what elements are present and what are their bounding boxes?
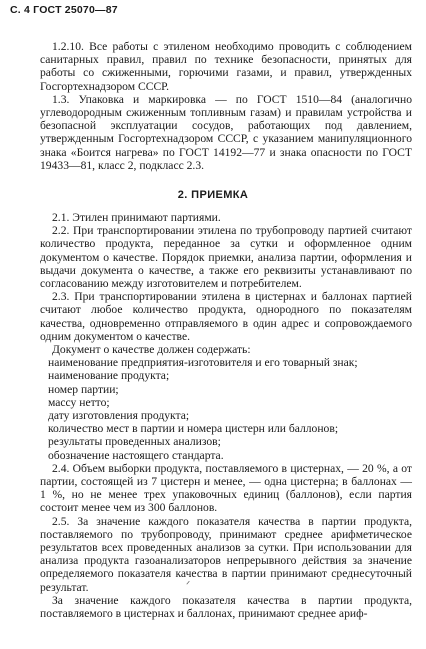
paragraph-1-2-10: 1.2.10. Все работы с этиленом необходимо проводить с соблюдением санитарных правил, правил по технике безопасности, принятых для работы со сжиженными, горючими газами, и правил, утвержденных Госгортехнадзором СССР. bbox=[40, 40, 412, 93]
list-item: массу нетто; bbox=[48, 395, 110, 409]
paragraph-2-4: 2.4. Объем выборки продукта, поставляемого в цистернах, — 20 %, а от партии, состоящей из 7 цистерн и менее, — одна цистерна; в баллонах — 1 %, но не менее трех упаковочных единиц (баллонов), если партия состоит менее чем из 300 баллонов. bbox=[40, 461, 412, 515]
paragraph-1-3: 1.3. Упаковка и маркировка — по ГОСТ 1510—84 (аналогично углеводородным сжиженным топливным газам) и правилам устройства и безопасной эксплуатации сосудов, работающих под давлением, утвержденным Госгортехнадзором СССР, с указанием манипуляционного знака «Боится нагрева» по ГОСТ 14192—77 и знака опасности по ГОСТ 19433—81, класс 2, подкласс 2.3. bbox=[40, 92, 412, 172]
paragraph-2-5-continued: За значение каждого показателя качества в партии продукта, поставляемого в цистернах и баллонах, принимают среднее ариф- bbox=[40, 593, 412, 621]
list-item: результаты проведенных анализов; bbox=[48, 435, 221, 449]
paragraph-2-1: 2.1. Этилен принимают партиями. bbox=[52, 211, 221, 224]
paragraph-2-2: 2.2. При транспортировании этилена по трубопроводу партией считают количество продукта, переданное за сутки и оформленное одним документом о качестве. Порядок приемки, анализа партии, оформления и выдачи документа о качестве, а также его реквизиты устанавливают по согласованию между изготовителем и потребителем. bbox=[40, 224, 412, 291]
list-item: наименование предприятия-изготовителя и его товарный знак; bbox=[48, 356, 358, 370]
page-header: С. 4 ГОСТ 25070—87 bbox=[10, 4, 118, 16]
text-block-2 bbox=[40, 211, 412, 620]
paragraph-2-3: 2.3. При транспортировании этилена в цистернах и баллонах партией считают любое количество продукта, однородного по показателям качества, одновременно отправляемого в один адрес и сопровождаемого одним документом о качестве. bbox=[40, 290, 412, 343]
list-item: обозначение настоящего стандарта. bbox=[48, 448, 224, 462]
doc-intro: Документ о качестве должен содержать: bbox=[52, 343, 251, 357]
list-item: дату изготовления продукта; bbox=[48, 409, 190, 423]
list-item: количество мест в партии и номера цистерн или баллонов; bbox=[48, 422, 339, 436]
paragraph-2-5: 2.5. За значение каждого показателя качества в партии продукта, поставляемого по трубопроводу, принимают среднее арифметическое результатов всех проведенных анализов за сутки. При использовании для анализа продукта газоанализаторов непрерывного действия за значение определяемого показателя качества в партии принимают среднесуточный результат. bbox=[40, 514, 412, 594]
list-item: наименование продукта; bbox=[48, 369, 170, 383]
section-title: 2. ПРИЕМКА bbox=[177, 189, 249, 201]
stray-mark-icon: ᐟ bbox=[186, 580, 191, 591]
text-block-1 bbox=[40, 40, 412, 172]
list-item: номер партии; bbox=[48, 382, 119, 396]
